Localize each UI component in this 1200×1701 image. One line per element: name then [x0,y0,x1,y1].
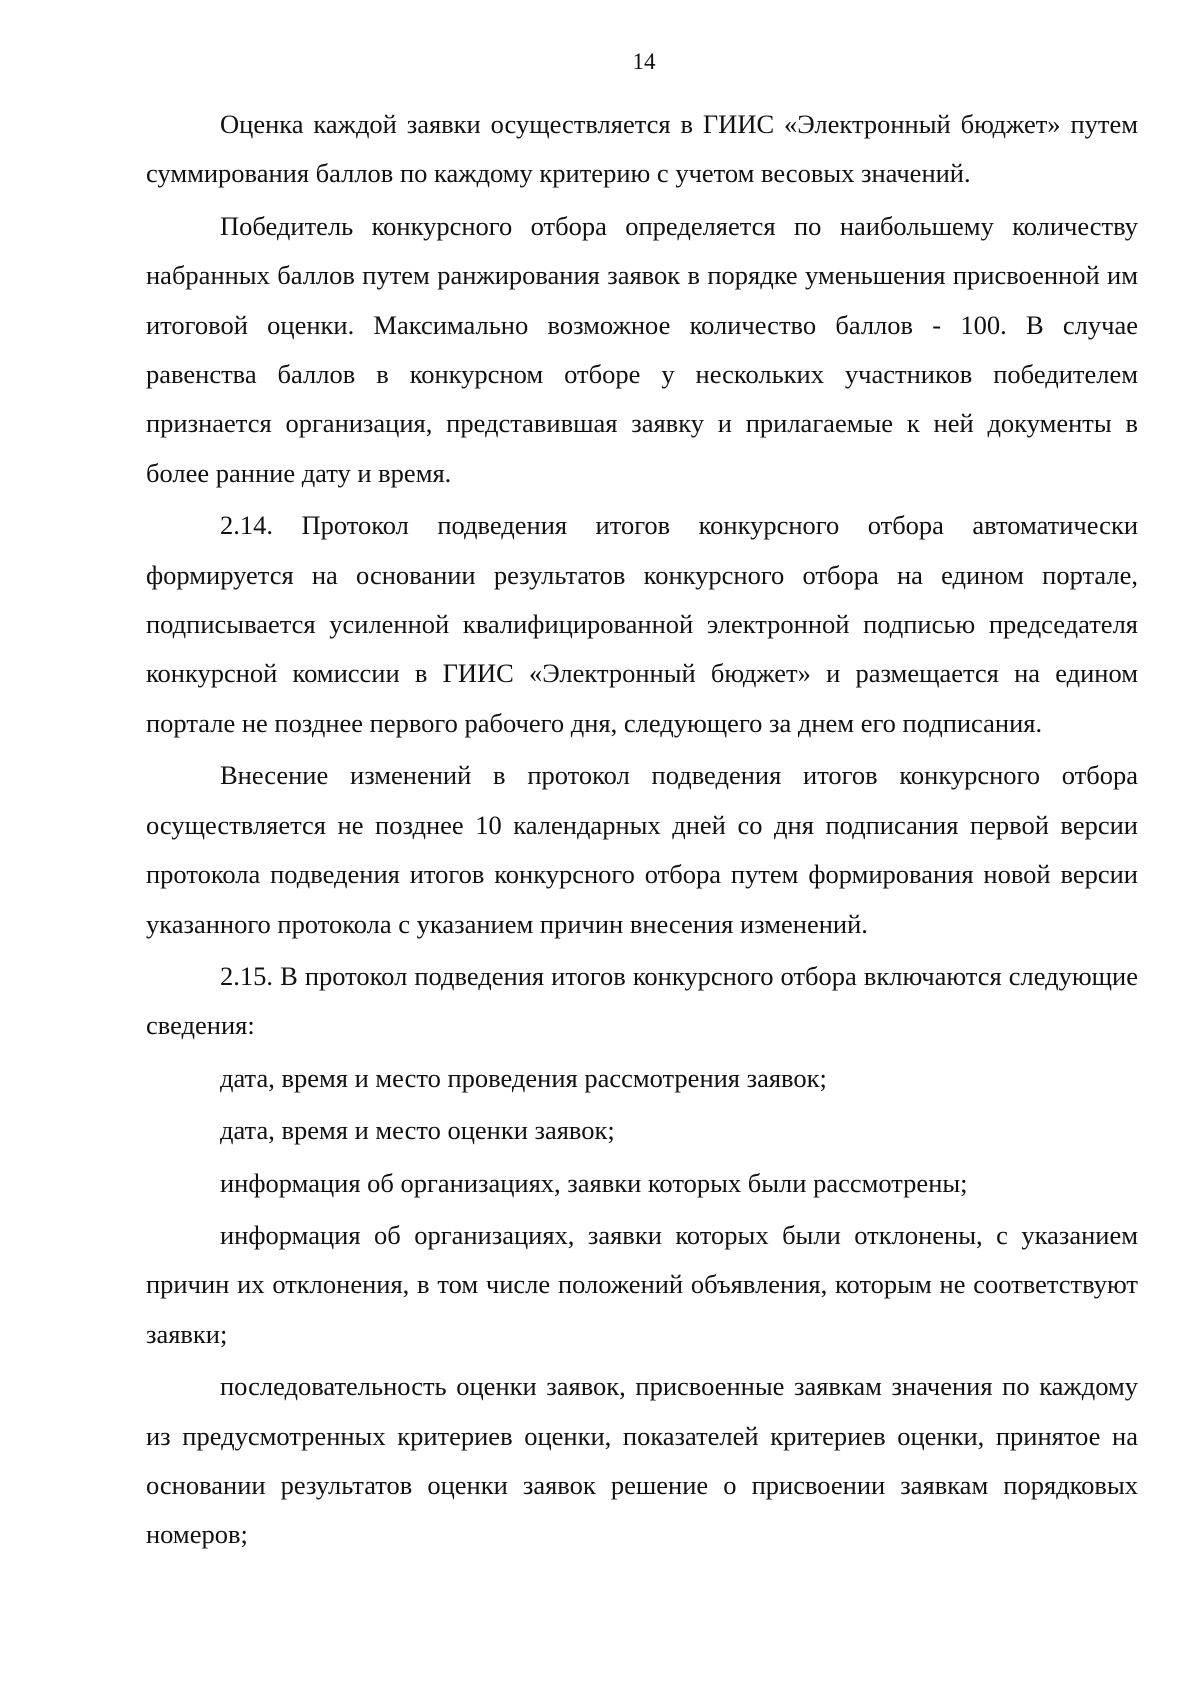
list-item-review-date: дата, время и место проведения рассмотрения заявок; [220,1062,827,1093]
list-item-rejected-organizations: информация об организациях, заявки которых были отклонены, с указанием причин их отклонения, в том числе положений объявления, которым не соответствуют заявки; [146,1219,1138,1349]
paragraph-winner: Победитель конкурсного отбора определяется по наибольшему количеству набранных баллов путем ранжирования заявок в порядке уменьшения присвоенной им итоговой оценки. Максимально возможное количество баллов - 100. В случае равенства баллов в конкурсном отборе у нескольких участников победителем признается организация, представившая заявку и прилагаемые к ней документы в более ранние дату и время. [146,210,1138,488]
page-number: 14 [632,49,656,74]
paragraph-evaluation: Оценка каждой заявки осуществляется в ГИИС «Электронный бюджет» путем суммирования баллов по каждому критерию с учетом весовых значений. [146,109,1138,189]
paragraph-2-15-protocol-contents: 2.15. В протокол подведения итогов конкурсного отбора включаются следующие сведения: [146,960,1138,1041]
list-item-evaluation-sequence: последовательность оценки заявок, присвоенные заявкам значения по каждому из предусмотренных критериев оценки, показателей критериев оценки, принятое на основании результатов оценки заявок решение о присвоении заявкам порядковых номеров; [146,1371,1138,1550]
paragraph-protocol-changes: Внесение изменений в протокол подведения итогов конкурсного отбора осуществляется не позднее 10 календарных дней со дня подписания первой версии протокола подведения итогов конкурсного отбора путем формирования новой версии указанного протокола с указанием причин внесения изменений. [146,760,1138,939]
list-item-reviewed-organizations: информация об организациях, заявки которых были рассмотрены; [220,1167,968,1198]
document-body [146,100,1138,1563]
paragraph-2-14-protocol: 2.14. Протокол подведения итогов конкурсного отбора автоматически формируется на основании результатов конкурсного отбора на едином портале, подписывается усиленной квалифицированной электронной подписью председателя конкурсной комиссии в ГИИС «Электронный бюджет» и размещается на едином портале не позднее первого рабочего дня, следующего за днем его подписания. [146,510,1138,738]
list-item-evaluation-date: дата, время и место оценки заявок; [220,1115,615,1146]
